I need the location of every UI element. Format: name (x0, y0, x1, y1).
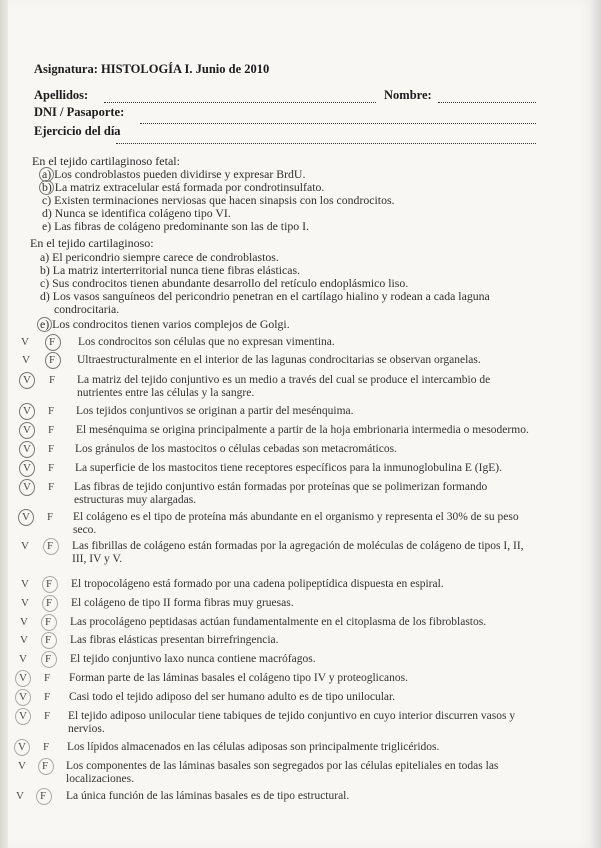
statement-18-text-cont: nervios. (68, 722, 105, 735)
statement-19-text: Los lípidos almacenados en las células adiposas son principalmente triglicéridos. (67, 741, 440, 753)
statement-19-answer-circle (14, 739, 30, 756)
statement-18-text: El tejido adiposo unilocular tiene tabiques de tejido conjuntivo en cuyo interior discurren vasos y (68, 710, 516, 722)
statement-15-true-option[interactable]: V (19, 653, 27, 665)
statement-10-answer-circle (43, 538, 59, 555)
statement-8-false-option[interactable]: F (48, 481, 55, 493)
statement-1-false-option[interactable]: F (49, 336, 56, 348)
statement-16-text: Forman parte de las láminas basales el colágeno tipo IV y proteoglicanos. (69, 672, 408, 684)
statement-2-answer-circle (45, 352, 61, 369)
q2-option-d[interactable]: d) Los vasos sanguíneos del pericondrio penetran en el cartílago hialino y rodean a cada laguna (40, 289, 490, 303)
statement-20-text: Los componentes de las láminas basales son segregados por las células epiteliales en todas las (66, 760, 499, 772)
statement-4-true-option[interactable]: V (23, 405, 31, 417)
statement-3-false-option[interactable]: F (49, 374, 56, 386)
statement-17-answer-circle (15, 689, 31, 706)
statement-8-text: Las fibras de tejido conjuntivo están formadas por proteínas que se polimerizan formando (74, 481, 488, 493)
statement-15-false-option[interactable]: F (45, 653, 52, 665)
q1-option-c[interactable]: c) Existen terminaciones nerviosas que hacen sinapsis con los condrocitos. (42, 193, 395, 207)
question-1-stem: En el tejido cartilaginoso fetal: (32, 154, 180, 168)
statement-5-false-option[interactable]: F (48, 424, 55, 436)
statement-6-false-option[interactable]: F (48, 443, 55, 455)
statement-18-true-option[interactable]: V (19, 710, 27, 722)
statement-9-text-cont: seco. (73, 523, 97, 536)
q1-option-d[interactable]: d) Nunca se identifica colágeno tipo VI. (42, 206, 231, 220)
question-2-stem: En el tejido cartilaginoso: (30, 236, 154, 250)
statement-8-text-cont: estructuras muy alargadas. (74, 493, 197, 506)
statement-20-answer-circle (38, 758, 54, 775)
statement-10-false-option[interactable]: F (47, 540, 54, 552)
q1-option-e[interactable]: e) Las fibras de colágeno predominante son las de tipo I. (42, 219, 309, 233)
statement-7-true-option[interactable]: V (23, 462, 31, 474)
statement-20-true-option[interactable]: V (18, 760, 26, 772)
statement-8-answer-circle (19, 479, 35, 496)
ejercicio-field[interactable] (116, 143, 536, 144)
statement-18-false-option[interactable]: F (44, 710, 51, 722)
statement-2-text: Ultraestructuralmente en el interior de las lagunas condrocitarias se observan organelas. (77, 354, 481, 366)
statement-19-false-option[interactable]: F (43, 741, 50, 753)
statement-11-text: El tropocolágeno está formado por una cadena polipeptídica dispuesta en espiral. (71, 578, 444, 590)
q2-option-e-circle (37, 317, 52, 332)
statement-21-false-option[interactable]: F (40, 790, 47, 802)
statement-1-true-option[interactable]: V (21, 336, 29, 348)
statement-14-text: Las fibras elásticas presentan birrefringencia. (70, 634, 279, 646)
statement-2-false-option[interactable]: F (49, 354, 56, 366)
statement-9-false-option[interactable]: F (47, 511, 54, 523)
statement-10-true-option[interactable]: V (21, 540, 29, 552)
statement-17-true-option[interactable]: V (19, 691, 27, 703)
statement-2-true-option[interactable]: V (22, 354, 30, 366)
statement-21-true-option[interactable]: V (16, 790, 24, 802)
statement-15-answer-circle (41, 651, 57, 668)
statement-21-answer-circle (36, 788, 52, 805)
q1-option-b[interactable]: b) La matriz extracelular está formada por condrotinsulfato. (42, 180, 325, 194)
statement-3-true-option[interactable]: V (23, 374, 31, 386)
statement-8-true-option[interactable]: V (23, 481, 31, 493)
statement-11-true-option[interactable]: V (21, 578, 29, 590)
statement-17-text: Casi todo el tejido adiposo del ser humano adulto es de tipo unilocular. (69, 691, 396, 703)
q2-option-a[interactable]: a) El pericondrio siempre carece de condroblastos. (40, 250, 279, 264)
dni-field[interactable] (140, 123, 536, 124)
statement-21-text: La única función de las láminas basales es de tipo estructural. (66, 790, 350, 802)
statement-11-answer-circle (42, 576, 58, 593)
statement-5-answer-circle (19, 422, 35, 439)
statement-3-text-cont: nutrientes entre las células y la sangre. (77, 386, 255, 399)
q2-option-e[interactable]: e) Los condrocitos tienen varios complejos de Golgi. (40, 317, 290, 331)
statement-14-true-option[interactable]: V (20, 634, 28, 646)
statement-4-text: Los tejidos conjuntivos se originan a partir del mesénquima. (76, 405, 354, 417)
statement-12-false-option[interactable]: F (46, 597, 53, 609)
statement-3-answer-circle (19, 372, 35, 389)
statement-5-true-option[interactable]: V (23, 424, 31, 436)
q1-option-a[interactable]: a) Los condroblastos pueden dividirse y expresar BrdU. (42, 167, 306, 181)
statement-10-text: Las fibrillas de colágeno están formadas por la agregación de moléculas de colágeno de tipos I, II, (72, 540, 524, 552)
statement-6-text: Los gránulos de los mastocitos o células cebadas son metacromáticos. (75, 443, 397, 455)
statement-5-text: El mesénquima se origina principalmente a partir de la hoja embrionaria intermedia o mesodermo. (76, 424, 529, 436)
statement-14-answer-circle (41, 632, 57, 649)
statement-13-answer-circle (41, 614, 57, 631)
statement-9-true-option[interactable]: V (22, 511, 30, 523)
statement-1-text: Los condrocitos son células que no expresan vimentina. (78, 336, 335, 348)
nombre-label: Nombre: (384, 88, 432, 102)
statement-12-answer-circle (42, 595, 58, 612)
statement-6-true-option[interactable]: V (23, 443, 31, 455)
statement-18-answer-circle (15, 708, 31, 725)
statement-9-answer-circle (18, 509, 34, 526)
q2-option-b[interactable]: b) La matriz interterritorial nunca tiene fibras elásticas. (40, 263, 301, 277)
statement-6-answer-circle (19, 441, 35, 458)
statement-16-answer-circle (15, 670, 31, 687)
statement-10-text-cont: III, IV y V. (72, 552, 123, 565)
q2-option-c[interactable]: c) Sus condrocitos tienen abundante desarrollo del retículo endoplásmico liso. (40, 276, 409, 290)
statement-17-false-option[interactable]: F (44, 691, 51, 703)
statement-12-true-option[interactable]: V (21, 597, 29, 609)
statement-7-answer-circle (19, 460, 35, 477)
statement-14-false-option[interactable]: F (45, 634, 52, 646)
apellidos-label: Apellidos: (34, 88, 89, 102)
subject-title: Asignatura: HISTOLOGÍA I. Junio de 2010 (34, 62, 270, 76)
statement-13-true-option[interactable]: V (20, 616, 28, 628)
statement-19-true-option[interactable]: V (18, 741, 26, 753)
statement-9-text: El colágeno es el tipo de proteína más abundante en el organismo y representa el 30% de su peso (73, 511, 519, 523)
statement-1-answer-circle (45, 334, 61, 351)
statement-7-false-option[interactable]: F (48, 462, 55, 474)
page-shadow-right (589, 0, 601, 848)
statement-16-false-option[interactable]: F (44, 672, 51, 684)
statement-4-false-option[interactable]: F (48, 405, 55, 417)
statement-15-text: El tejido conjuntivo laxo nunca contiene macrófagos. (70, 653, 316, 665)
statement-20-false-option[interactable]: F (42, 760, 49, 772)
statement-20-text-cont: localizaciones. (66, 772, 135, 785)
statement-13-false-option[interactable]: F (45, 616, 52, 628)
statement-12-text: El colágeno de tipo II forma fibras muy gruesas. (71, 597, 294, 609)
statement-11-false-option[interactable]: F (46, 578, 53, 590)
statement-4-answer-circle (19, 403, 35, 420)
ejercicio-label: Ejercicio del día (34, 124, 121, 138)
q2-option-d-cont: condrocitaria. (54, 302, 120, 316)
dni-label: DNI / Pasaporte: (34, 105, 125, 119)
apellidos-field[interactable] (104, 102, 376, 103)
statement-16-true-option[interactable]: V (19, 672, 27, 684)
q1-option-b-circle (39, 180, 54, 195)
nombre-field[interactable] (438, 102, 536, 103)
statement-7-text: La superficie de los mastocitos tiene receptores específicos para la inmunoglobulina E (IgE). (75, 462, 502, 474)
statement-3-text: La matriz del tejido conjuntivo es un medio a través del cual se produce el intercambio de (77, 374, 491, 386)
statement-13-text: Las procolágeno peptidasas actúan fundamentalmente en el citoplasma de los fibroblastos. (70, 616, 487, 628)
